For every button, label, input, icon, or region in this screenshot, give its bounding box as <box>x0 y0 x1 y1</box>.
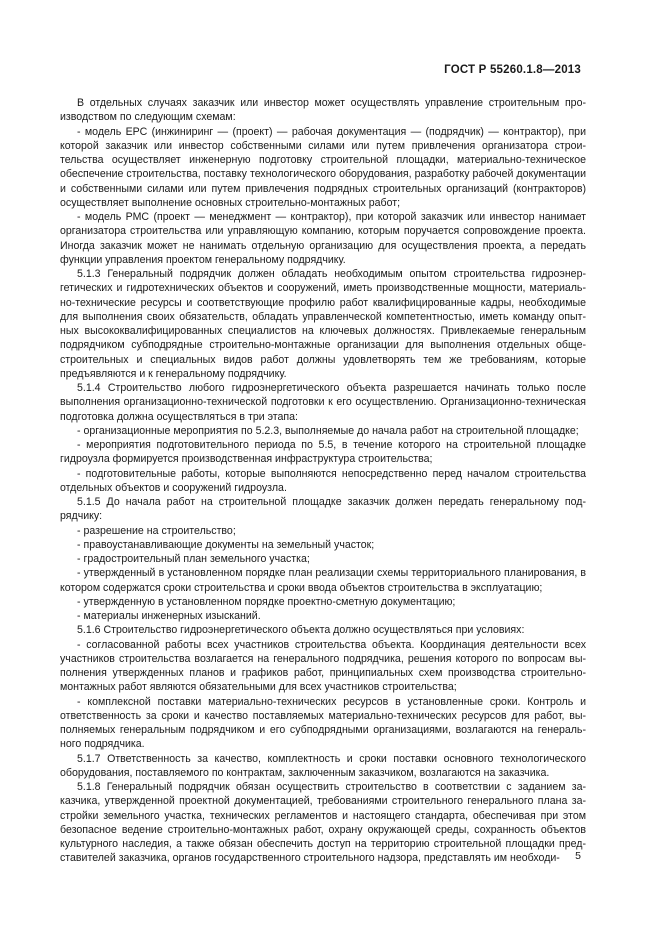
clause-5-1-7: 5.1.7 Ответственность за качество, комплектность и сроки поставки основного технологического оборудования, поставляемого по контрактам, заключенным заказчиком, возлагаются на заказчика. <box>60 752 586 779</box>
list-item-urban-plan: - градостроительный план земельного участка; <box>77 553 310 565</box>
list-item-epc-model: - модель ЕРС (инжиниринг — (проект) — рабочая документация — (подрядчик) — контрактор), при которой заказчик или инвестор собственными силами или путем привлечения организатора строительства осуществляет инженерную подготовку строительной площадки, материально-техническое обеспечение строительства, поставку технологического оборудования, разработку рабочей документации и собственными силами или путем привлечения подрядных строительных организаций (контракторов) осуществляет выполнение основных строительно-монтажных работ; <box>60 125 586 209</box>
document-body <box>60 96 586 866</box>
document-designation: ГОСТ Р 55260.1.8—2013 <box>444 64 581 76</box>
clause-5-1-8: 5.1.8 Генеральный подрядчик обязан осуществить строительство в соответствии с заданием заказчика, утвержденной проектной документацией, требованиями строительного генерального плана застройки земельного участка, технических регламентов и настоящего стандарта, обеспечивая при этом безопасное ведение строительно-монтажных работ, охрану окружающей среды, сохранность объектов культурного наследия, а также обязан обеспечить доступ на территорию строительной площадки представителей заказчика, органов государственного строительного надзора, представлять им необходи- <box>60 781 586 865</box>
list-item-preparatory-works: - подготовительные работы, которые выполняются непосредственно перед началом строительства отдельных объектов и сооружений гидроузла. <box>60 467 586 494</box>
clause-5-1-6: 5.1.6 Строительство гидроэнергетического объекта должно осуществляться при условиях: <box>77 624 525 637</box>
list-item-territorial-plan: - утвержденный в установленном порядке план реализации схемы территориального планирования, в котором содержатся сроки строительства и сроки ввода объектов строительства в эксплуатацию; <box>60 567 586 594</box>
list-item-pmc-model: - модель РМС (проект — менеджмент — контрактор), при которой заказчик или инвестор нанимает организатора строительства или управляющую компанию, которым поручается сопровождение проекта. Иногда заказчик может не нанимать отдельную организацию для осуществления проекта, а передать функции управления проектом генеральному подрядчику. <box>60 211 586 266</box>
paragraph-intro: В отдельных случаях заказчик или инвестор может осуществлять управление строительным производством по следующим схемам: <box>60 97 586 124</box>
list-item-coordinated-work: - согласованной работы всех участников строительства объекта. Координация деятельности всех участников строительства возлагается на генерального подрядчика, решения которого по вопросам выполнения утвержденных планов и графиков работ, принципиальных схем производства строительно-монтажных работ являются обязательными для всех участников строительства; <box>60 638 586 694</box>
clause-5-1-3: 5.1.3 Генеральный подрядчик должен обладать необходимым опытом строительства гидроэнергетических и гидротехнических объектов и сооружений, иметь производственные мощности, материально-технические ресурсы и соответствующие профилю работ квалифицированные кадры, необходимые для выполнения своих обязательств, обладать управленческой компетентностью, иметь команду опытных высококвалифицированных специалистов на ключевых должностях. Привлекаемые генеральным подрядчиком субподрядные строительно-монтажные организации для выполнения отдельных общестроительных и специальных видов работ должны удовлетворять тем же требованиям, которые предъявляются и к генеральному подрядчику. <box>60 268 586 380</box>
list-item-building-permit: - разрешение на строительство; <box>77 524 236 537</box>
list-item-land-documents: - правоустанавливающие документы на земельный участок; <box>77 538 375 551</box>
list-item-surveys: - материалы инженерных изысканий. <box>77 610 261 622</box>
list-item-design-estimate: - утвержденную в установленном порядке проектно-сметную документацию; <box>77 595 456 608</box>
list-item-organizational-measures: - организационные мероприятия по 5.2.3, выполняемые до начала работ на строительной площадке; <box>77 424 579 437</box>
list-item-preparatory-period: - мероприятия подготовительного периода по 5.5, в течение которого на строительной площадке гидроузла формируется производственная инфраструктура строительства; <box>60 439 586 466</box>
clause-5-1-5: 5.1.5 До начала работ на строительной площадке заказчик должен передать генеральному подрядчику: <box>60 496 586 523</box>
clause-5-1-4: 5.1.4 Строительство любого гидроэнергетического объекта разрешается начинать только после выполнения организационно-технической подготовки к его осуществлению. Организационно-техническая подготовка должна осуществляться в три этапа: <box>60 382 586 423</box>
page-number: 5 <box>575 850 581 862</box>
list-item-complex-supply: - комплексной поставки материально-технических ресурсов в установленные сроки. Контроль и ответственность за сроки и качество поставляемых материально-технических ресурсов для работ, выполняемых генеральным подрядчиком и его субподрядными организациями, возлагаются на генерального подрядчика. <box>60 695 586 751</box>
